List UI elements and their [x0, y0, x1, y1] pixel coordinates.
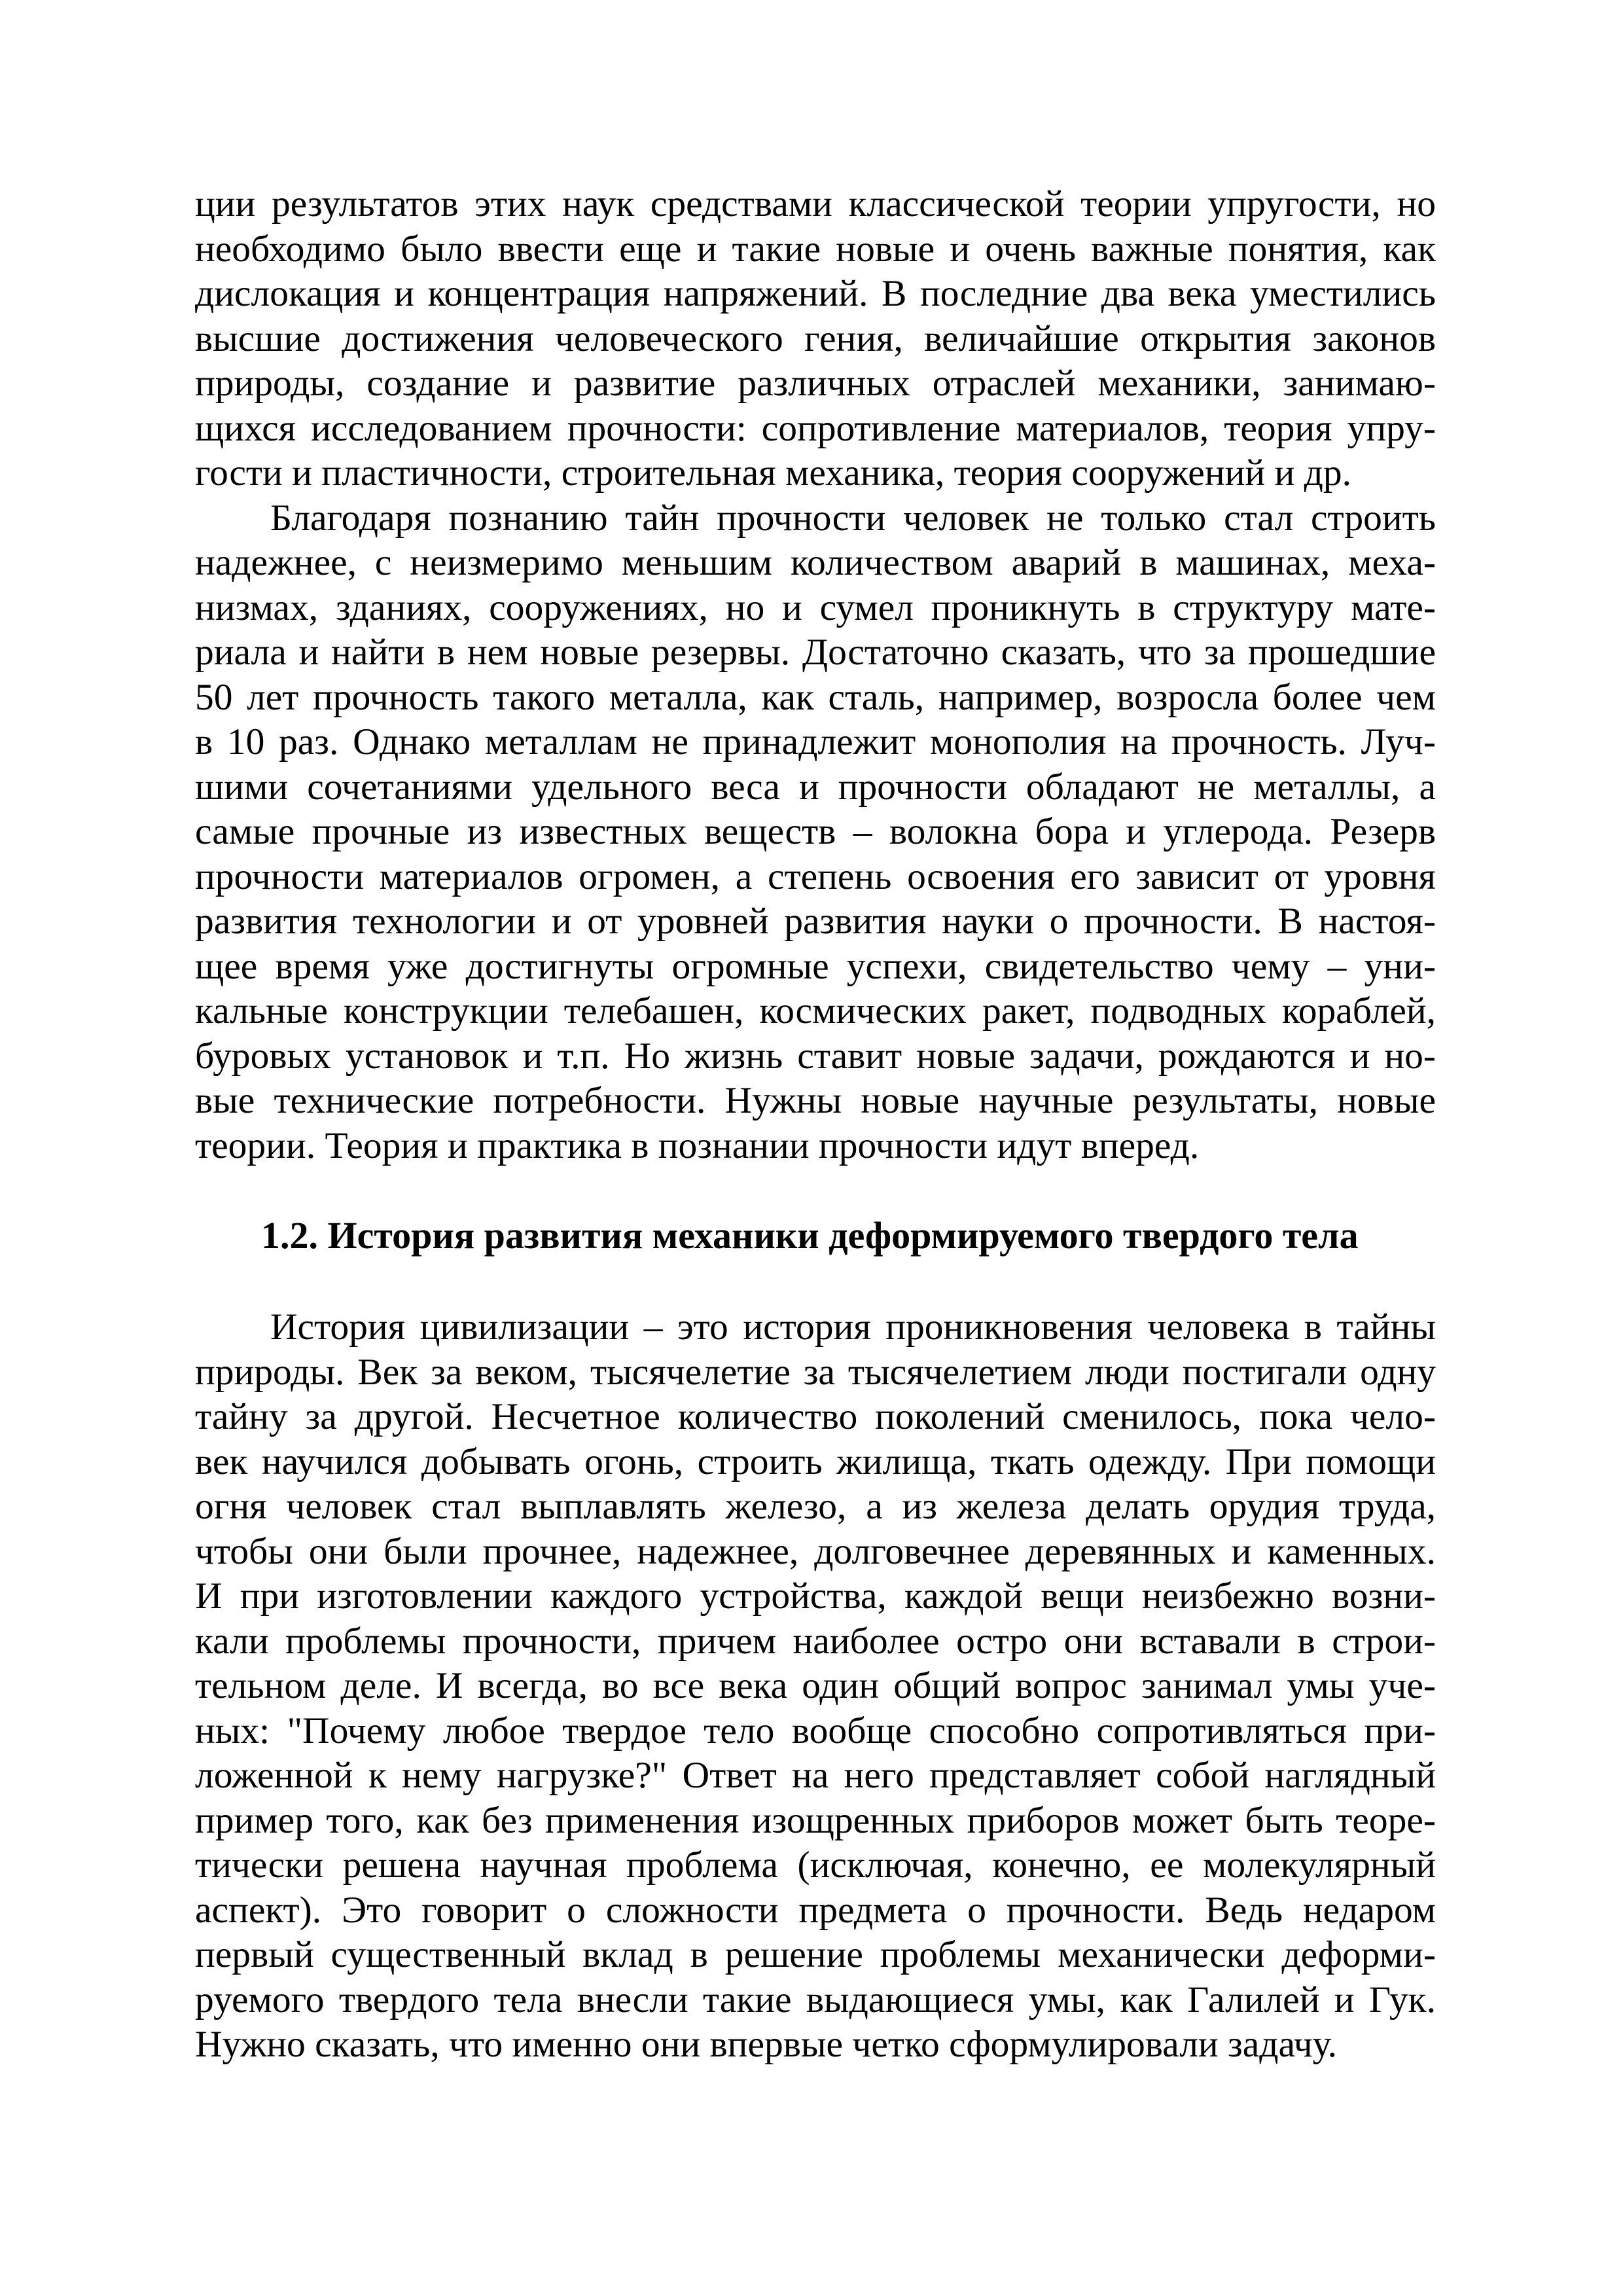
text-line: огня человек стал выплавлять железо, а из железа делать орудия труда,: [195, 1486, 1436, 1527]
text-line: первый существенный вклад в решение проблемы механически деформи-: [195, 1934, 1436, 1975]
text-line: риала и найти в нем новые резервы. Достаточно сказать, что за прошедшие: [195, 632, 1436, 673]
document-page: [195, 182, 1436, 2068]
paragraph-3: [195, 1305, 1436, 2068]
text-line: ных: "Почему любое твердое тело вообще способно сопротивляться при-: [195, 1710, 1436, 1751]
text-line: 50 лет прочность такого металла, как сталь, например, возросла более чем: [195, 676, 1436, 718]
text-line: тически решена научная проблема (исключая, конечно, ее молекулярный: [195, 1844, 1436, 1886]
text-line: щихся исследованием прочности: сопротивление материалов, теория упру-: [195, 407, 1436, 449]
text-line: чтобы они были прочнее, надежнее, долговечнее деревянных и каменных.: [195, 1530, 1436, 1572]
text-line: самые прочные из известных веществ – волокна бора и углерода. Резерв: [195, 811, 1436, 852]
text-line: тельном деле. И всегда, во все века один общий вопрос занимал умы уче-: [195, 1665, 1436, 1706]
text-line: теории. Теория и практика в познании прочности идут вперед.: [195, 1124, 1200, 1166]
text-line: природы. Век за веком, тысячелетие за тысячелетием люди постигали одну: [195, 1351, 1436, 1393]
text-line: высшие достижения человеческого гения, величайшие открытия законов: [195, 317, 1436, 359]
text-line: Благодаря познанию тайн прочности человек не только стал строить: [270, 497, 1436, 539]
text-line: гости и пластичности, строительная механика, теория сооружений и др.: [195, 452, 1352, 493]
text-line: щее время уже достигнуты огромные успехи, свидетельство чему – уни-: [195, 945, 1436, 987]
text-line: век научился добывать огонь, строить жилища, ткать одежду. При помощи: [195, 1441, 1436, 1482]
text-line: надежнее, с неизмеримо меньшим количеством аварий в машинах, меха-: [195, 542, 1436, 583]
text-line: необходимо было ввести еще и такие новые и очень важные понятия, как: [195, 228, 1436, 270]
text-line: в 10 раз. Однако металлам не принадлежит монополия на прочность. Луч-: [195, 721, 1436, 762]
text-line: тайну за другой. Несчетное количество поколений сменилось, пока чело-: [195, 1396, 1436, 1437]
text-line: развития технологии и от уровней развития науки о прочности. В настоя-: [195, 901, 1436, 942]
text-line: руемого твердого тела внесли такие выдающиеся умы, как Галилей и Гук.: [195, 1979, 1436, 2020]
paragraph-2: [195, 496, 1436, 1169]
text-line: Нужно сказать, что именно они впервые четко сформулировали задачу.: [195, 2024, 1338, 2065]
text-line: вые технические потребности. Нужны новые научные результаты, новые: [195, 1080, 1436, 1121]
text-line: буровых установок и т.п. Но жизнь ставит новые задачи, рождаются и но-: [195, 1035, 1436, 1077]
text-line: ложенной к нему нагрузке?" Ответ на него представляет собой наглядный: [195, 1755, 1436, 1796]
paragraph-1: [195, 182, 1436, 496]
text-line: дислокация и концентрация напряжений. В последние два века уместились: [195, 273, 1436, 314]
text-line: прочности материалов огромен, а степень освоения его зависит от уровня: [195, 855, 1436, 897]
text-line: пример того, как без применения изощренных приборов может быть теоре-: [195, 1799, 1436, 1841]
text-line: ции результатов этих наук средствами классической теории упругости, но: [195, 183, 1436, 224]
text-line: низмах, зданиях, сооружениях, но и сумел проникнуть в структуру мате-: [195, 586, 1436, 628]
text-line: аспект). Это говорит о сложности предмета о прочности. Ведь недаром: [195, 1889, 1436, 1931]
text-line: История цивилизации – это история проникновения человека в тайны: [270, 1306, 1436, 1348]
text-line: шими сочетаниями удельного веса и прочности обладают не металлы, а: [195, 766, 1436, 808]
text-line: природы, создание и развитие различных отраслей механики, занимаю-: [195, 363, 1436, 404]
section-heading: 1.2. История развития механики деформируемого твердого тела: [261, 1214, 1359, 1257]
text-line: кальные конструкции телебашен, космических ракет, подводных кораблей,: [195, 990, 1436, 1031]
text-line: И при изготовлении каждого устройства, каждой вещи неизбежно возни-: [195, 1575, 1436, 1617]
text-line: кали проблемы прочности, причем наиболее остро они вставали в строи-: [195, 1620, 1436, 1662]
